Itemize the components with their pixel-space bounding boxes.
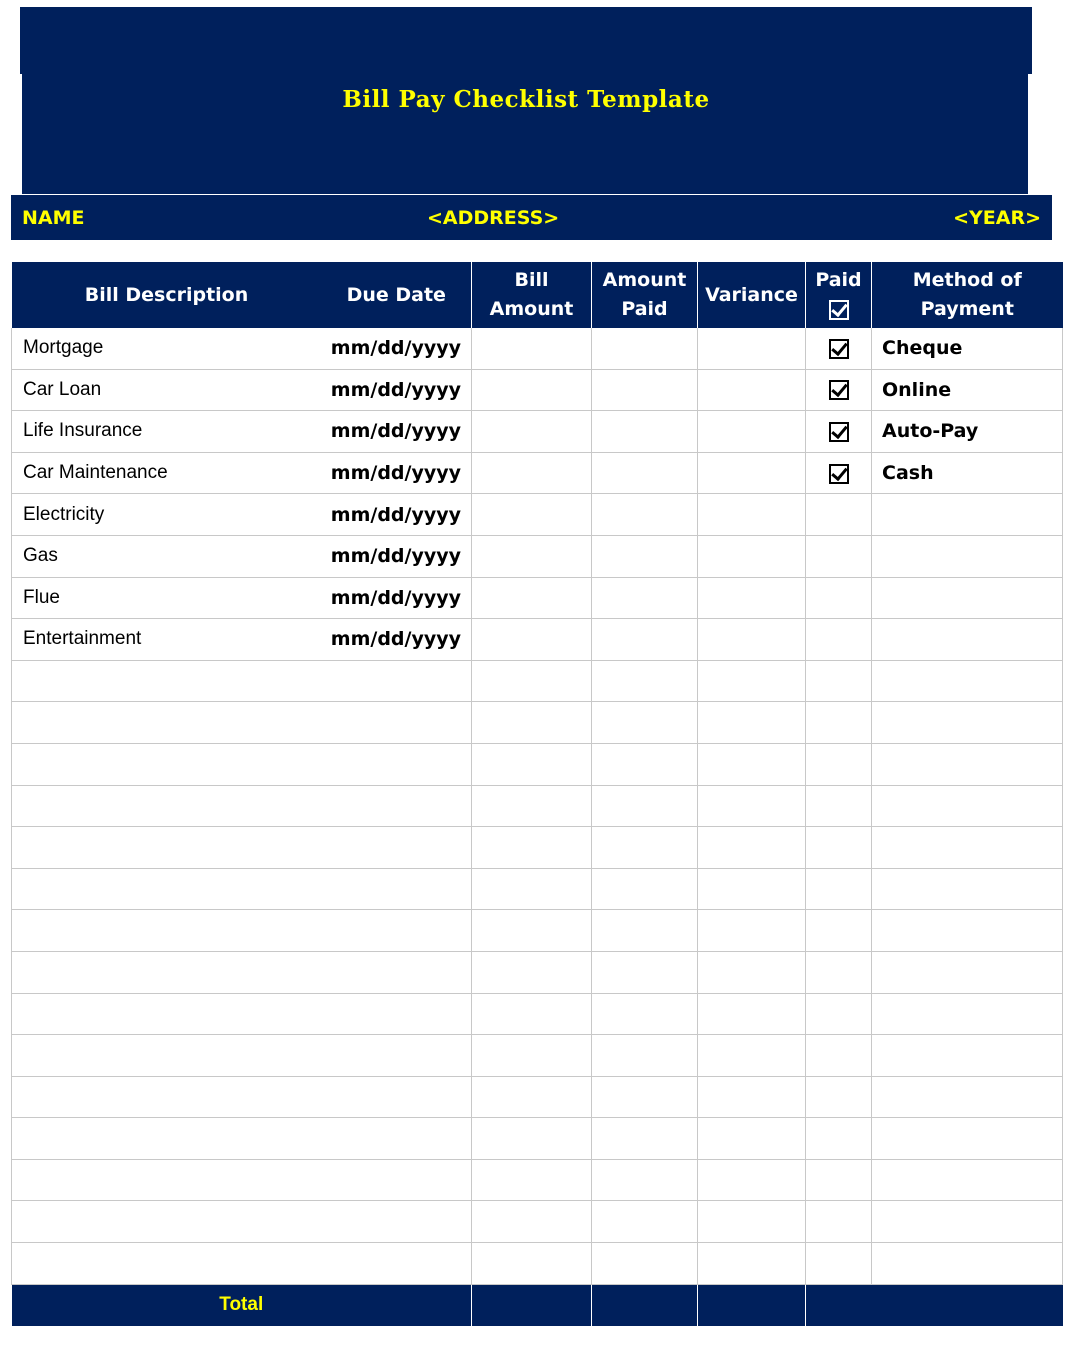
bill-amount-cell[interactable] xyxy=(472,951,592,993)
due-date-cell[interactable] xyxy=(322,993,472,1035)
amount-paid-cell[interactable] xyxy=(592,452,698,494)
due-date-cell[interactable] xyxy=(322,1201,472,1243)
total-empty xyxy=(806,1284,1063,1326)
bill-description-cell[interactable] xyxy=(12,827,322,869)
paid-cell[interactable] xyxy=(806,452,872,494)
bill-description-cell[interactable] xyxy=(12,1159,322,1201)
bill-amount-cell[interactable] xyxy=(472,827,592,869)
bill-description-cell[interactable] xyxy=(12,1243,322,1285)
due-date-cell[interactable] xyxy=(322,910,472,952)
payment-method-cell[interactable] xyxy=(872,827,1063,869)
payment-method-cell[interactable] xyxy=(872,868,1063,910)
paid-cell[interactable] xyxy=(806,785,872,827)
table-row xyxy=(12,1035,1063,1077)
due-date-cell[interactable]: mm/dd/yyyy xyxy=(322,411,472,453)
col-header-method-line2: Payment xyxy=(920,298,1014,320)
bill-amount-cell[interactable] xyxy=(472,993,592,1035)
col-header-bill-amount-line2: Amount xyxy=(489,298,574,320)
bill-description-cell[interactable] xyxy=(12,660,322,702)
due-date-cell[interactable] xyxy=(322,702,472,744)
payment-method-cell[interactable] xyxy=(872,1076,1063,1118)
total-amount-paid[interactable] xyxy=(592,1284,698,1326)
amount-paid-cell[interactable] xyxy=(592,1118,698,1160)
bill-amount-cell[interactable] xyxy=(472,619,592,661)
bill-description-cell[interactable] xyxy=(12,1076,322,1118)
payment-method-cell[interactable] xyxy=(872,660,1063,702)
bill-amount-cell[interactable] xyxy=(472,1243,592,1285)
paid-cell[interactable] xyxy=(806,910,872,952)
variance-cell[interactable] xyxy=(698,619,806,661)
variance-cell[interactable] xyxy=(698,411,806,453)
paid-cell[interactable] xyxy=(806,1159,872,1201)
amount-paid-cell[interactable] xyxy=(592,910,698,952)
paid-cell[interactable] xyxy=(806,1243,872,1285)
payment-method-cell[interactable] xyxy=(872,535,1063,577)
variance-cell[interactable] xyxy=(698,910,806,952)
bill-amount-cell[interactable] xyxy=(472,1201,592,1243)
table-row xyxy=(12,1076,1063,1118)
variance-cell[interactable] xyxy=(698,1201,806,1243)
variance-cell[interactable] xyxy=(698,1076,806,1118)
col-header-bill-amount xyxy=(472,262,592,328)
total-label: Total xyxy=(12,1284,472,1326)
due-date-cell[interactable] xyxy=(322,1118,472,1160)
table-row xyxy=(12,702,1063,744)
due-date-cell[interactable]: mm/dd/yyyy xyxy=(322,328,472,369)
table-row xyxy=(12,369,1063,411)
variance-cell[interactable] xyxy=(698,577,806,619)
total-row xyxy=(12,1284,1063,1326)
paid-cell[interactable] xyxy=(806,827,872,869)
bill-description-cell[interactable] xyxy=(12,1035,322,1077)
table-row xyxy=(12,910,1063,952)
amount-paid-cell[interactable] xyxy=(592,1076,698,1118)
payment-method-cell[interactable] xyxy=(872,1035,1063,1077)
bill-description-cell[interactable]: Car Maintenance xyxy=(12,452,322,494)
amount-paid-cell[interactable] xyxy=(592,702,698,744)
paid-cell[interactable] xyxy=(806,951,872,993)
payment-method-cell[interactable]: Online xyxy=(872,369,1063,411)
due-date-cell[interactable]: mm/dd/yyyy xyxy=(322,494,472,536)
bill-description-cell[interactable]: Car Loan xyxy=(12,369,322,411)
payment-method-cell[interactable] xyxy=(872,619,1063,661)
table-row xyxy=(12,1118,1063,1160)
due-date-cell[interactable]: mm/dd/yyyy xyxy=(322,369,472,411)
bill-description-cell[interactable] xyxy=(12,702,322,744)
bill-description-cell[interactable] xyxy=(12,868,322,910)
variance-cell[interactable] xyxy=(698,660,806,702)
amount-paid-cell[interactable] xyxy=(592,951,698,993)
amount-paid-cell[interactable] xyxy=(592,1243,698,1285)
checked-box-icon xyxy=(829,300,849,320)
bill-amount-cell[interactable] xyxy=(472,1035,592,1077)
checked-box-icon[interactable] xyxy=(829,339,849,359)
due-date-cell[interactable] xyxy=(322,951,472,993)
paid-cell[interactable] xyxy=(806,619,872,661)
due-date-cell[interactable]: mm/dd/yyyy xyxy=(322,619,472,661)
bill-amount-cell[interactable] xyxy=(472,868,592,910)
table-header-row xyxy=(12,262,1063,328)
bill-amount-cell[interactable] xyxy=(472,577,592,619)
due-date-cell[interactable] xyxy=(322,1076,472,1118)
payment-method-cell[interactable] xyxy=(872,1118,1063,1160)
bill-table xyxy=(11,262,1063,1326)
variance-cell[interactable] xyxy=(698,452,806,494)
table-row xyxy=(12,743,1063,785)
bill-description-cell[interactable]: Flue xyxy=(12,577,322,619)
paid-cell[interactable] xyxy=(806,535,872,577)
bill-description-cell[interactable] xyxy=(12,993,322,1035)
paid-cell[interactable] xyxy=(806,1076,872,1118)
total-bill-amount[interactable] xyxy=(472,1284,592,1326)
bill-description-cell[interactable]: Entertainment xyxy=(12,619,322,661)
col-header-due-date: Due Date xyxy=(322,262,472,328)
variance-cell[interactable] xyxy=(698,494,806,536)
bill-amount-cell[interactable] xyxy=(472,494,592,536)
bill-description-cell[interactable] xyxy=(12,951,322,993)
table-row xyxy=(12,619,1063,661)
paid-cell[interactable] xyxy=(806,494,872,536)
bill-amount-cell[interactable] xyxy=(472,660,592,702)
due-date-cell[interactable] xyxy=(322,785,472,827)
variance-cell[interactable] xyxy=(698,1159,806,1201)
col-header-bill-amount-line1: Bill xyxy=(514,269,549,291)
variance-cell[interactable] xyxy=(698,993,806,1035)
payment-method-cell[interactable] xyxy=(872,951,1063,993)
paid-cell[interactable] xyxy=(806,993,872,1035)
due-date-cell[interactable] xyxy=(322,1243,472,1285)
variance-cell[interactable] xyxy=(698,1035,806,1077)
amount-paid-cell[interactable] xyxy=(592,743,698,785)
paid-cell[interactable] xyxy=(806,743,872,785)
bill-amount-cell[interactable] xyxy=(472,1118,592,1160)
variance-cell[interactable] xyxy=(698,785,806,827)
bill-amount-cell[interactable] xyxy=(472,411,592,453)
bill-description-cell[interactable] xyxy=(12,1118,322,1160)
col-header-amount-paid-line2: Paid xyxy=(621,298,668,320)
payment-method-cell[interactable] xyxy=(872,1243,1063,1285)
amount-paid-cell[interactable] xyxy=(592,868,698,910)
bill-description-cell[interactable]: Mortgage xyxy=(12,328,322,369)
bill-description-cell[interactable]: Gas xyxy=(12,535,322,577)
bill-rows xyxy=(12,328,1063,1284)
payment-method-cell[interactable] xyxy=(872,1159,1063,1201)
amount-paid-cell[interactable] xyxy=(592,660,698,702)
table-row xyxy=(12,452,1063,494)
page-title: Bill Pay Checklist Template xyxy=(342,86,710,113)
payment-method-cell[interactable] xyxy=(872,577,1063,619)
variance-cell[interactable] xyxy=(698,535,806,577)
payment-method-cell[interactable] xyxy=(872,1201,1063,1243)
payment-method-cell[interactable] xyxy=(872,910,1063,952)
variance-cell[interactable] xyxy=(698,743,806,785)
paid-cell[interactable] xyxy=(806,702,872,744)
col-header-method-line1: Method of xyxy=(912,269,1022,291)
bill-description-cell[interactable] xyxy=(12,743,322,785)
header-banner xyxy=(20,7,1032,74)
amount-paid-cell[interactable] xyxy=(592,369,698,411)
paid-cell[interactable] xyxy=(806,1118,872,1160)
table-row xyxy=(12,1243,1063,1285)
table-row xyxy=(12,868,1063,910)
table-row xyxy=(12,827,1063,869)
col-header-description: Bill Description xyxy=(12,262,322,328)
variance-cell[interactable] xyxy=(698,702,806,744)
amount-paid-cell[interactable] xyxy=(592,328,698,369)
table-row xyxy=(12,328,1063,369)
variance-cell[interactable] xyxy=(698,369,806,411)
payment-method-cell[interactable] xyxy=(872,494,1063,536)
bill-amount-cell[interactable] xyxy=(472,702,592,744)
bill-amount-cell[interactable] xyxy=(472,785,592,827)
due-date-cell[interactable] xyxy=(322,660,472,702)
total-variance[interactable] xyxy=(698,1284,806,1326)
due-date-cell[interactable] xyxy=(322,743,472,785)
due-date-cell[interactable] xyxy=(322,1035,472,1077)
bill-amount-cell[interactable] xyxy=(472,743,592,785)
amount-paid-cell[interactable] xyxy=(592,619,698,661)
bill-amount-cell[interactable] xyxy=(472,910,592,952)
due-date-cell[interactable] xyxy=(322,827,472,869)
bill-description-cell[interactable]: Electricity xyxy=(12,494,322,536)
amount-paid-cell[interactable] xyxy=(592,577,698,619)
amount-paid-cell[interactable] xyxy=(592,411,698,453)
table-row xyxy=(12,951,1063,993)
table-row xyxy=(12,535,1063,577)
bill-amount-cell[interactable] xyxy=(472,369,592,411)
table-row xyxy=(12,660,1063,702)
checked-box-icon[interactable] xyxy=(829,380,849,400)
bill-amount-cell[interactable] xyxy=(472,1076,592,1118)
payment-method-cell[interactable] xyxy=(872,743,1063,785)
checked-box-icon[interactable] xyxy=(829,422,849,442)
due-date-cell[interactable]: mm/dd/yyyy xyxy=(322,577,472,619)
table-row xyxy=(12,1159,1063,1201)
paid-cell[interactable] xyxy=(806,868,872,910)
due-date-cell[interactable] xyxy=(322,1159,472,1201)
paid-cell[interactable] xyxy=(806,660,872,702)
payment-method-cell[interactable]: Cash xyxy=(872,452,1063,494)
col-header-amount-paid xyxy=(592,262,698,328)
variance-cell[interactable] xyxy=(698,868,806,910)
paid-cell[interactable] xyxy=(806,1035,872,1077)
amount-paid-cell[interactable] xyxy=(592,827,698,869)
due-date-cell[interactable]: mm/dd/yyyy xyxy=(322,452,472,494)
address-field[interactable]: <ADDRESS> xyxy=(427,207,560,229)
payment-method-cell[interactable]: Cheque xyxy=(872,328,1063,369)
paid-cell[interactable] xyxy=(806,328,872,369)
amount-paid-cell[interactable] xyxy=(592,993,698,1035)
payment-method-cell[interactable]: Auto-Pay xyxy=(872,411,1063,453)
table-row xyxy=(12,494,1063,536)
table-row xyxy=(12,785,1063,827)
bill-amount-cell[interactable] xyxy=(472,328,592,369)
payment-method-cell[interactable] xyxy=(872,702,1063,744)
amount-paid-cell[interactable] xyxy=(592,1159,698,1201)
paid-cell[interactable] xyxy=(806,411,872,453)
bill-description-cell[interactable] xyxy=(12,910,322,952)
variance-cell[interactable] xyxy=(698,951,806,993)
bill-description-cell[interactable] xyxy=(12,1201,322,1243)
variance-cell[interactable] xyxy=(698,328,806,369)
due-date-cell[interactable]: mm/dd/yyyy xyxy=(322,535,472,577)
paid-cell[interactable] xyxy=(806,577,872,619)
paid-cell[interactable] xyxy=(806,1201,872,1243)
amount-paid-cell[interactable] xyxy=(592,535,698,577)
col-header-paid-label: Paid xyxy=(815,269,862,291)
year-field[interactable]: <YEAR> xyxy=(953,207,1041,229)
info-bar xyxy=(11,195,1052,240)
bill-amount-cell[interactable] xyxy=(472,1159,592,1201)
due-date-cell[interactable] xyxy=(322,868,472,910)
payment-method-cell[interactable] xyxy=(872,785,1063,827)
variance-cell[interactable] xyxy=(698,827,806,869)
variance-cell[interactable] xyxy=(698,1118,806,1160)
amount-paid-cell[interactable] xyxy=(592,1201,698,1243)
table-row xyxy=(12,411,1063,453)
table-row xyxy=(12,577,1063,619)
bill-amount-cell[interactable] xyxy=(472,452,592,494)
variance-cell[interactable] xyxy=(698,1243,806,1285)
table-row xyxy=(12,1201,1063,1243)
table-row xyxy=(12,993,1063,1035)
amount-paid-cell[interactable] xyxy=(592,494,698,536)
payment-method-cell[interactable] xyxy=(872,993,1063,1035)
col-header-paid xyxy=(806,262,872,328)
bill-description-cell[interactable]: Life Insurance xyxy=(12,411,322,453)
bill-description-cell[interactable] xyxy=(12,785,322,827)
name-field[interactable]: NAME xyxy=(22,207,85,229)
amount-paid-cell[interactable] xyxy=(592,785,698,827)
col-header-amount-paid-line1: Amount xyxy=(602,269,687,291)
col-header-method xyxy=(872,262,1063,328)
amount-paid-cell[interactable] xyxy=(592,1035,698,1077)
col-header-variance: Variance xyxy=(698,262,806,328)
bill-amount-cell[interactable] xyxy=(472,535,592,577)
paid-cell[interactable] xyxy=(806,369,872,411)
checked-box-icon[interactable] xyxy=(829,464,849,484)
